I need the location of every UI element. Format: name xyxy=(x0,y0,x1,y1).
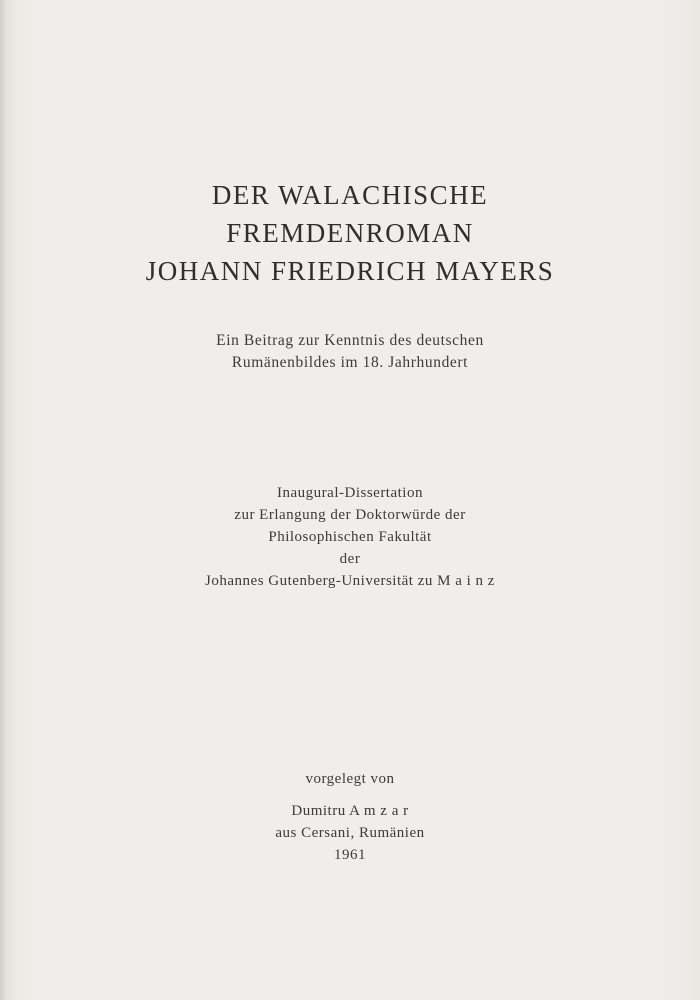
title-block xyxy=(0,176,700,290)
dissertation-line-1: Inaugural-Dissertation xyxy=(277,485,423,501)
subtitle-line-2: Rumänenbildes im 18. Jahrhundert xyxy=(231,354,469,371)
author-name: Dumitru A m z a r xyxy=(291,803,409,819)
author-block xyxy=(0,768,700,866)
dissertation-block xyxy=(0,482,700,592)
subtitle-block xyxy=(0,330,700,374)
dissertation-line-5: Johannes Gutenberg-Universität zu M a i n z xyxy=(205,573,495,589)
author-gap xyxy=(0,790,700,800)
presented-by: vorgelegt von xyxy=(305,771,395,787)
dissertation-line-2: zur Erlangung der Doktorwürde der xyxy=(234,507,466,523)
author-origin: aus Cersani, Rumänien xyxy=(275,825,425,841)
subtitle-line-1: Ein Beitrag zur Kenntnis des deutschen xyxy=(216,332,484,349)
dissertation-line-4: der xyxy=(339,551,361,567)
title-line-1: DER WALACHISCHE xyxy=(211,180,489,210)
dissertation-line-3: Philosophischen Fakultät xyxy=(268,529,432,545)
publication-year: 1961 xyxy=(334,847,366,863)
title-line-3: JOHANN FRIEDRICH MAYERS xyxy=(145,256,555,286)
title-line-2: FREMDENROMAN xyxy=(226,218,474,248)
